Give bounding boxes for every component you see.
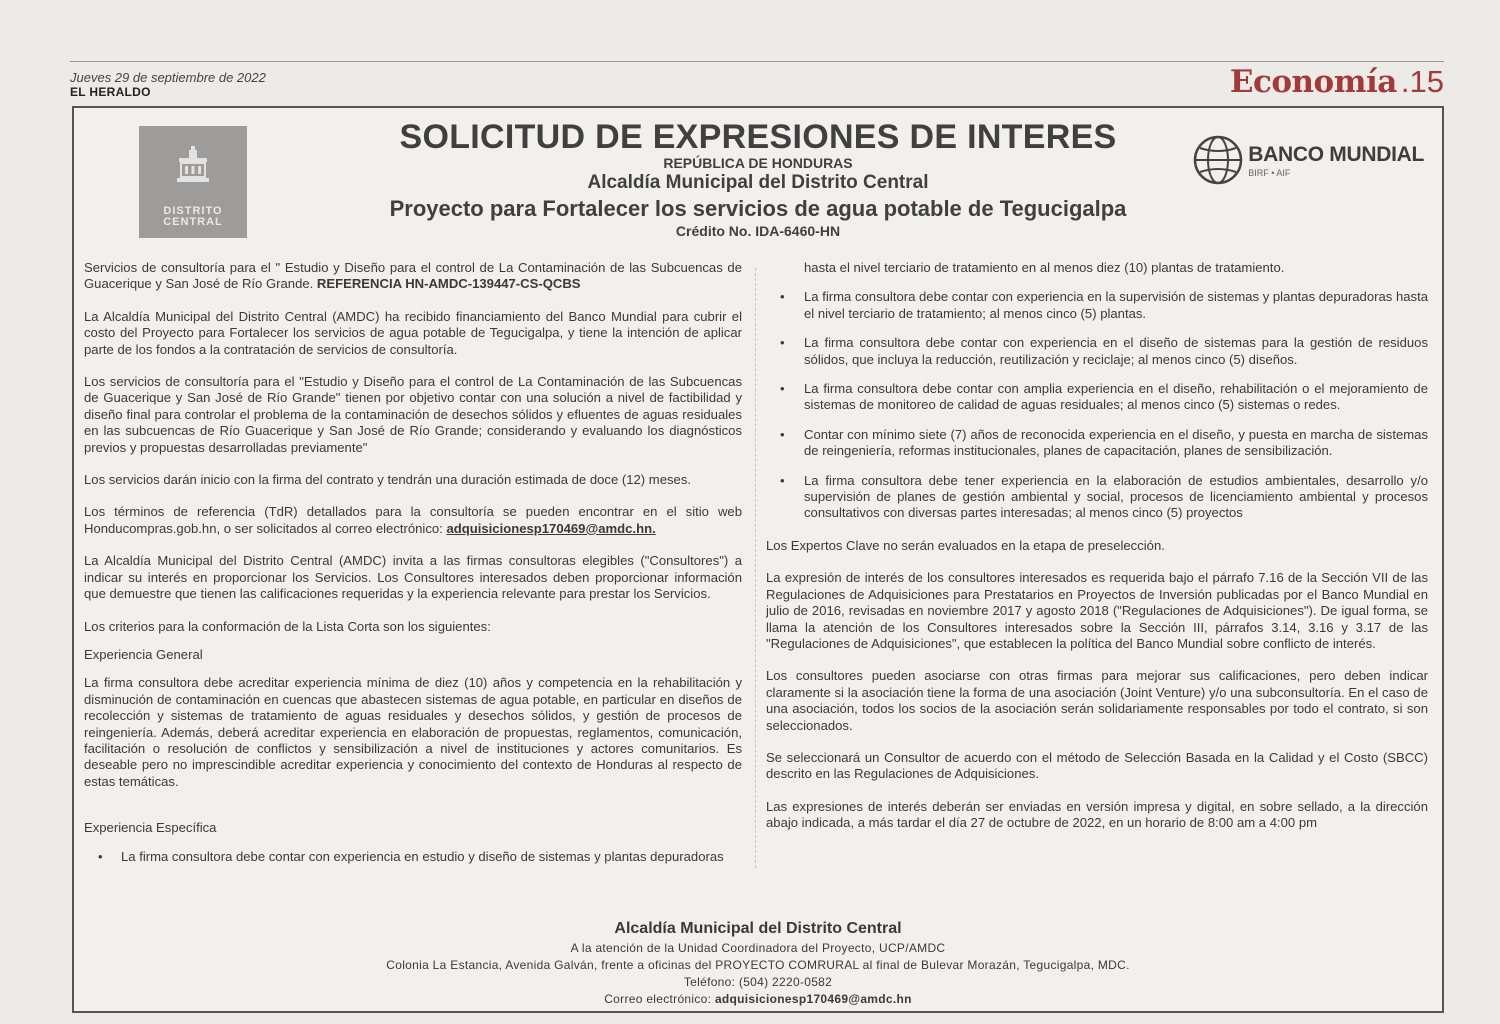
list-item: • La firma consultora debe contar con experiencia en el diseño de sistemas para la gestión de residuos sólidos, que incluya la reducción, reutilización y reciclaje; al menos cinco (5) diseños.	[766, 335, 1428, 368]
paragraph-services: Servicios de consultoría para el " Estudio y Diseño para el control de La Contaminación de las Subcuencas de Guacerique y San José de Río Grande. REFERENCIA HN-AMDC-139447-CS-QCBS	[84, 260, 742, 292]
paragraph-terms: Los términos de referencia (TdR) detallados para la consultoría se pueden encontrar en el sitio web Honducompras.gob.hn, o ser solicitados al correo electrónico: adquisicionesp170469@amdc.hn.	[84, 504, 742, 536]
bullet-icon: •	[780, 381, 785, 397]
advertisement-box	[72, 106, 1444, 1013]
bullet-icon: •	[780, 335, 785, 351]
bullet-icon: •	[780, 472, 785, 488]
footer-email: Correo electrónico: adquisicionesp170469@amdc.hn	[604, 992, 912, 1006]
footer-address: Colonia La Estancia, Avenida Galván, frente a oficinas del PROYECTO COMRURAL al final de Bulevar Morazán, Tegucigalpa, MDC.	[386, 958, 1130, 972]
list-item: • La firma consultora debe contar con experiencia en la supervisión de sistemas y plantas depuradoras hasta el nivel terciario de tratamiento; al menos cinco (5) plantas.	[766, 289, 1428, 322]
list-item: • La firma consultora debe contar con experiencia en estudio y diseño de sistemas y plantas depuradoras	[84, 849, 742, 865]
paragraph-association: Los consultores pueden asociarse con otras firmas para mejorar sus calificaciones, pero deben indicar claramente si la asociación tiene la forma de una asociación (Joint Venture) y/o una subconsultoría. En el caso de una asociación, todos los socios de la asociación serán solidariamente responsables por todo el contrato, si son seleccionados.	[766, 668, 1428, 733]
footer-entity: Alcaldía Municipal del Distrito Central	[614, 920, 902, 937]
masthead-right	[1230, 64, 1444, 100]
globe-icon	[1192, 134, 1244, 186]
footer-phone: Teléfono: (504) 2220-0582	[683, 975, 833, 989]
banco-mundial-sub: BIRF • AIF	[1248, 167, 1291, 178]
banco-mundial-logo	[1192, 134, 1424, 186]
paragraph-selection-method: Se seleccionará un Consultor de acuerdo con el método de Selección Basada en la Calidad y el Costo (SBCC) descrito en las Regulaciones de Adquisiciones.	[766, 749, 1428, 782]
section-name: Economía	[1229, 64, 1397, 100]
paragraph-duration: Los servicios darán inicio con la firma del contrato y tendrán una duración estimada de doce (12) meses.	[84, 472, 691, 488]
page-number: .15	[1400, 64, 1444, 99]
paragraph-objective: Los servicios de consultoría para el "Estudio y Diseño para el control de La Contaminación de las Subcuencas de Guacerique y San José de Río Grande" tienen por objetivo contar con una solución a nivel de factibilidad y diseño final para controlar el problema de la contaminación de desechos sólidos y efluentes de aguas residuales en las subcuencas de Río Guacerique y San José de Río Grande; considerando y evaluando los diagnósticos previos y propuestas desarrolladas previamente"	[84, 374, 742, 455]
footer-attention: A la atención de la Unidad Coordinadora del Proyecto, UCP/AMDC	[570, 941, 946, 955]
left-column	[84, 260, 742, 878]
bullet-continuation: hasta el nivel terciario de tratamiento en al menos diez (10) plantas de tratamiento.	[804, 260, 1285, 275]
masthead-left	[70, 70, 266, 99]
heading-general-experience: Experiencia General	[84, 646, 203, 662]
newspaper-name: EL HERALDO	[70, 85, 151, 99]
list-item: • Contar con mínimo siete (7) años de reconocida experiencia en el diseño, y puesta en marcha de sistemas de reingeniería, reformas institucionales, planes de capacitación, planes de sensibilización.	[766, 427, 1428, 460]
list-item: • La firma consultora debe contar con amplia experiencia en el diseño, rehabilitación o el mejoramiento de sistemas de monitoreo de calidad de aguas residuales; al menos cinco (5) sistemas o redes.	[766, 381, 1428, 414]
paragraph-general-experience: La firma consultora debe acreditar experiencia mínima de diez (10) años y competencia en la rehabilitación y disminución de contaminación en cuencas que abastecen sistemas de agua potable, en particular en diseños de recolección y sistemas de tratamiento de aguas residuales y desechos sólidos, y gestión de procesos de reingeniería. Además, deberá acreditar experiencia en elaboración de propuestas, reglamentos, comunicación, facilitación o resolución de conflictos y sensibilización a nivel de instituciones y actores comunitarios. Es deseable pero no imprescindible acreditar experiencia y conocimiento del contexto de Honduras al respecto de estas temáticas.	[84, 675, 742, 789]
right-column	[766, 260, 1428, 848]
bullet-icon: •	[780, 426, 785, 442]
entity-name: Alcaldía Municipal del Distrito Central	[587, 172, 929, 193]
top-rule	[70, 61, 1444, 62]
notice-title: SOLICITUD DE EXPRESIONES DE INTERES	[399, 118, 1117, 156]
project-name: Proyecto para Fortalecer los servicios de agua potable de Tegucigalpa	[389, 196, 1127, 221]
column-divider	[755, 268, 756, 868]
paragraph-regulations: La expresión de interés de los consultores interesados es requerida bajo el párrafo 7.16 de la Sección VII de las Regulaciones de Adquisiciones para Prestatarios en Proyectos de Inversión publicadas por el Banco Mundial en julio de 2016, revisadas en noviembre 2017 y agosto 2018 ("Regulaciones de Adquisiciones"). De igual forma, se llama la atención de los Consultores interesados sobre la Sección III, párrafos 3.14, 3.16 y 3.17 de las "Regulaciones de Adquisiciones", que establecen la política del Banco Mundial sobre conflicto de interés.	[766, 570, 1428, 651]
heading-specific-experience: Experiencia Específica	[84, 820, 217, 836]
paragraph-financing: La Alcaldía Municipal del Distrito Central (AMDC) ha recibido financiamiento del Banco Mundial para cubrir el costo del Proyecto para Fortalecer los servicios de agua potable de Tegucigalpa, y tiene la intención de aplicar parte de los fondos a la contratación de servicios de consultoría.	[84, 308, 742, 357]
paragraph-invitation: La Alcaldía Municipal del Distrito Central (AMDC) invita a las firmas consultoras elegibles ("Consultores") a indicar su interés en proporcionar los Servicios. Los Consultores interesados deben proporcionar información que demuestre que tienen las calificaciones requeridas y la experiencia relevante para prestar los Servicios.	[84, 553, 742, 602]
country-name: REPÚBLICA DE HONDURAS	[663, 155, 853, 171]
banco-mundial-name: BANCO MUNDIAL	[1248, 142, 1424, 166]
contact-footer	[74, 918, 1442, 1008]
footer-email-link[interactable]: adquisicionesp170469@amdc.hn	[714, 992, 912, 1006]
paragraph-submission: Las expresiones de interés deberán ser enviadas en versión impresa y digital, en sobre sellado, a la dirección abajo indicada, a más tardar el día 27 de octubre de 2022, en un horario de 8:00 am a 4:00 pm	[766, 798, 1428, 831]
distrito-central-text: DISTRITO CENTRAL	[163, 205, 223, 228]
paragraph-key-experts: Los Expertos Clave no serán evaluados en la etapa de preselección.	[766, 537, 1165, 553]
email-link[interactable]: adquisicionesp170469@amdc.hn.	[446, 520, 656, 536]
paragraph-criteria: Los criterios para la conformación de la Lista Corta son los siguientes:	[84, 618, 491, 634]
publication-date: Jueves 29 de septiembre de 2022	[70, 70, 266, 85]
bullet-icon: •	[780, 289, 785, 305]
bullet-icon: •	[98, 848, 103, 864]
credit-number: Crédito No. IDA-6460-HN	[675, 223, 841, 239]
list-item: • La firma consultora debe tener experiencia en la elaboración de estudios ambientales, desarrollo y/o supervisión de planes de gestión ambiental y social, procesos de licenciamiento ambiental y procesos consultativos con diversas partes interesadas; al menos cinco (5) proyectos	[766, 473, 1428, 522]
reference-number: REFERENCIA HN-AMDC-139447-CS-QCBS	[316, 276, 581, 292]
